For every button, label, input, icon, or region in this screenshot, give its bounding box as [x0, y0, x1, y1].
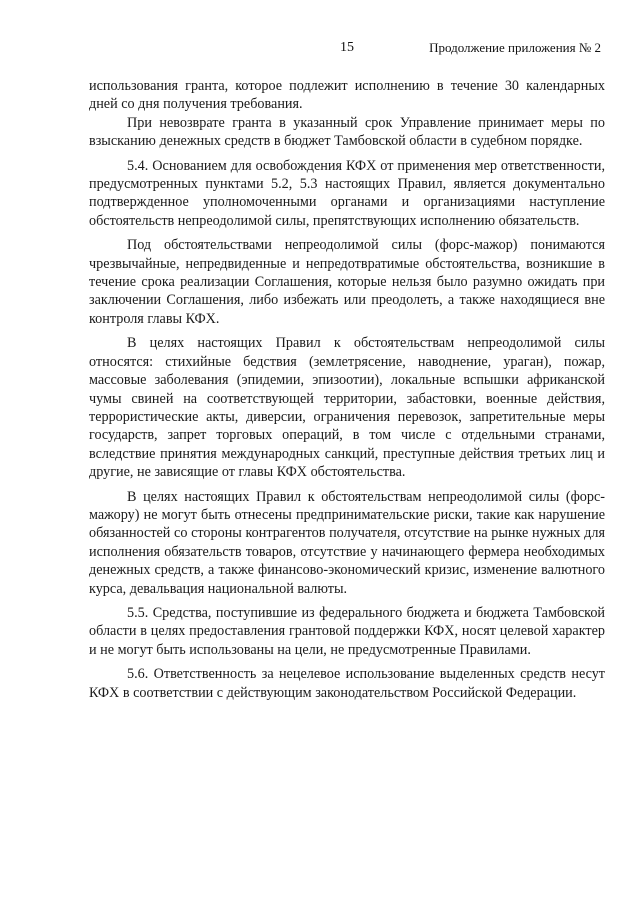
paragraph-force-majeure-definition: Под обстоятельствами непреодолимой силы (форс-мажор) понимаются чрезвычайные, непредвиденные и непредотвратимые обстоятельства, возникшие в течение срока реализации Соглашения, которые нельзя было разумно ожидать при заключении Соглашения, либо избежать или преодолеть, а также находящиеся вне контроля главы КФХ. — [89, 237, 605, 327]
paragraph-5-5: 5.5. Средства, поступившие из федерального бюджета и бюджета Тамбовской области в целях предоставления грантовой поддержки КФХ, носят целевой характер и не могут быть использованы на цели, не предусмотренные Правилами. — [89, 604, 605, 658]
document-body — [89, 77, 605, 702]
paragraph-5-6: 5.6. Ответственность за нецелевое использование выделенных средств несут КФХ в соответствии с действующим законодательством Российской Федерации. — [89, 666, 605, 701]
paragraph-grant-recovery: При невозврате гранта в указанный срок Управление принимает меры по взысканию денежных средств в бюджет Тамбовской области в судебном порядке. — [89, 114, 605, 150]
page-number: 15 — [340, 40, 354, 55]
appendix-continuation-note: Продолжение приложения № 2 — [429, 40, 601, 55]
paragraph-force-majeure-excludes: В целях настоящих Правил к обстоятельствам непреодолимой силы (форс-мажору) не могут быть отнесены предпринимательские риски, такие как нарушение обязанностей со стороны контрагентов получателя, отсутствие на рынке нужных для исполнения обязательств товаров, отсутствие у начинающего фермера необходимых денежных средств, а также финансово-экономический кризис, изменение валютного курса, девальвация национальной валюты. — [89, 488, 605, 597]
paragraph-grant-return-deadline: использования гранта, которое подлежит исполнению в течение 30 календарных дней со дня получения требования. — [89, 78, 605, 113]
paragraph-force-majeure-includes: В целях настоящих Правил к обстоятельствам непреодолимой силы относятся: стихийные бедствия (землетрясение, наводнение, ураган), пожар, массовые заболевания (эпидемии, эпизоотии), локальные вспышки африканской чумы свиней на соответствующей территории, забастовки, военные действия, террористические акты, диверсии, ограничения перевозок, запретительные меры государств, запрет торговых операций, в том числе с отдельными странами, вследствие принятия международных санкций, преступные действия третьих лиц и другие, не зависящие от главы КФХ обстоятельства. — [89, 335, 605, 481]
paragraph-5-4: 5.4. Основанием для освобождения КФХ от применения мер ответственности, предусмотренных пунктами 5.2, 5.3 настоящих Правил, является документально подтвержденное уполномоченными органами и организациями наступление обстоятельств непреодолимой силы, препятствующих исполнению обязательств. — [89, 157, 605, 229]
